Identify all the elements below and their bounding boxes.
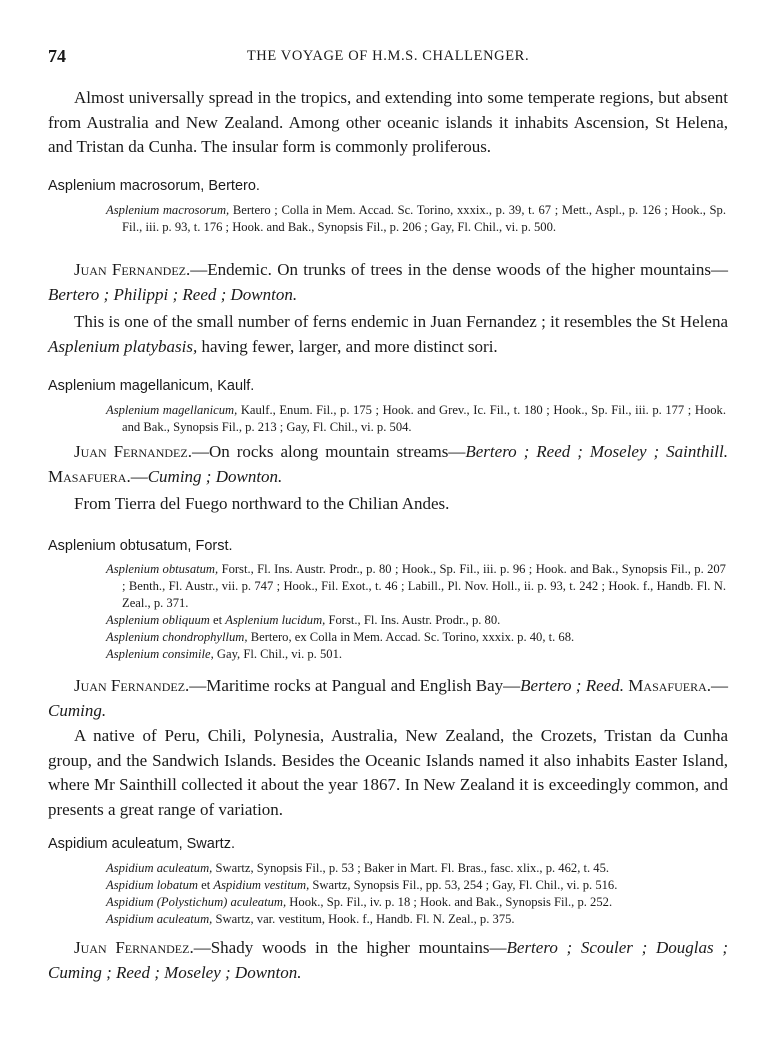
note-text-2: having fewer, larger, and more distinct sori. <box>201 336 498 356</box>
synonym-line <box>106 612 726 629</box>
synonym-conjunction: et <box>198 878 214 892</box>
collectors: Bertero ; Reed ; Moseley ; Sainthill. <box>465 442 728 461</box>
species-author: Forst. <box>195 538 233 554</box>
locality-label-2: Masafuera. <box>628 676 712 695</box>
locality-magellanicum <box>48 440 728 489</box>
synonym-line <box>106 402 726 436</box>
collectors: Bertero ; Philippi ; Reed ; Downton. <box>48 284 298 304</box>
locality-text: —Endemic. On trunks of trees in the dense woods of the higher mountains— <box>190 260 728 279</box>
locality-aculeatum <box>48 936 728 985</box>
locality-dash: — <box>130 466 148 486</box>
intro-paragraph: Almost universally spread in the tropics, and extending into some temperate regions, but absent from Australia and New Zealand. Among other oceanic islands it inhabits Ascension, St Helena, and Tristan da Cunha. The insular form is commonly proliferous. <box>48 88 728 156</box>
page-header <box>48 46 728 70</box>
note-macrosorum <box>48 310 728 359</box>
synonym-name: Aspidium aculeatum, <box>106 861 213 875</box>
synonymy-macrosorum <box>106 202 726 236</box>
synonym-reference: Forst., Fl. Ins. Austr. Prodr., p. 80. <box>328 613 501 627</box>
species-heading-macrosorum <box>48 178 728 194</box>
synonym-reference: Bertero ; Colla in Mem. Accad. Sc. Torino, xxxix., p. 39, t. 67 ; Mett., Aspl., p. 126 ; Hook., Sp. Fil., iii. p. 93, t. 176 ; Hook. and Bak., Synopsis Fil., p. 206 ; Gay, Fl. Chil., vi. p. 500. <box>122 203 726 234</box>
page-number: 74 <box>48 46 66 66</box>
note-text: This is one of the small number of ferns endemic in Juan Fernandez ; it resembles the St Helena <box>74 312 728 331</box>
synonymy-magellanicum <box>106 402 726 436</box>
synonym-name-2: Aspidium vestitum, <box>213 878 310 892</box>
synonym-line <box>106 894 726 911</box>
synonym-conjunction: et <box>209 613 226 627</box>
species-heading-aculeatum <box>48 836 728 852</box>
synonym-name: Asplenium chondrophyllum, <box>106 630 248 644</box>
locality-text: —Shady woods in the higher mountains— <box>193 938 507 957</box>
species-name: Asplenium macrosorum, <box>48 178 205 194</box>
note-species: Asplenium platybasis, <box>48 336 198 356</box>
synonym-line <box>106 202 726 236</box>
collectors: Bertero ; Scouler ; Douglas ; Cuming ; Reed ; Moseley ; Downton. <box>48 938 728 982</box>
species-heading-obtusatum <box>48 538 728 554</box>
synonym-reference: Swartz, Synopsis Fil., p. 53 ; Baker in Mart. Fl. Bras., fasc. xlix., p. 462, t. 45. <box>215 861 610 875</box>
collectors: Bertero ; Reed. <box>520 676 624 695</box>
species-author: Swartz. <box>186 836 235 852</box>
synonym-name: Asplenium obliquum <box>106 613 210 627</box>
synonym-reference: Hook., Sp. Fil., iv. p. 18 ; Hook. and Bak., Synopsis Fil., p. 252. <box>289 895 613 909</box>
locality-label-2: Masafuera. <box>48 466 131 486</box>
locality-label: Juan Fernandez. <box>74 260 191 279</box>
species-author: Bertero. <box>208 178 260 194</box>
synonym-reference: Swartz, var. vestitum, Hook. f., Handb. Fl. N. Zeal., p. 375. <box>215 912 515 926</box>
synonym-line <box>106 646 726 663</box>
locality-macrosorum <box>48 258 728 307</box>
locality-dash: — <box>711 676 729 695</box>
synonym-name: Asplenium consimile, <box>106 647 214 661</box>
synonym-line <box>106 911 726 928</box>
synonym-name: Asplenium macrosorum, <box>106 203 230 217</box>
synonym-name-2: Asplenium lucidum, <box>225 613 326 627</box>
synonym-line <box>106 561 726 612</box>
species-name: Asplenium obtusatum, <box>48 538 192 554</box>
synonym-line <box>106 860 726 877</box>
locality-label: Juan Fernandez. <box>74 938 194 957</box>
synonym-name: Asplenium magellanicum, <box>106 403 238 417</box>
synonym-name: Aspidium aculeatum, <box>106 912 213 926</box>
locality-label: Juan Fernandez. <box>74 442 192 461</box>
locality-obtusatum <box>48 674 728 723</box>
synonym-reference: Swartz, Synopsis Fil., pp. 53, 254 ; Gay, Fl. Chil., vi. p. 516. <box>312 878 618 892</box>
note-magellanicum: From Tierra del Fuego northward to the Chilian Andes. <box>74 494 450 513</box>
note-obtusatum: A native of Peru, Chili, Polynesia, Australia, New Zealand, the Crozets, Tristan da Cunha group, and the Sandwich Islands. Besides the Oceanic Islands named it also inhabits Easter Island, where Mr Sainthill collected it about the year 1867. In New Zealand it is exceedingly common, and presents a great range of variation. <box>48 726 728 819</box>
synonym-name: Aspidium lobatum <box>106 878 199 892</box>
locality-label: Juan Fernandez. <box>74 676 190 695</box>
synonym-line <box>106 877 726 894</box>
synonym-name: Aspidium (Polystichum) aculeatum, <box>106 895 287 909</box>
synonym-reference: Forst., Fl. Ins. Austr. Prodr., p. 80 ; Hook., Sp. Fil., iii. p. 96 ; Hook. and Bak., Synopsis Fil., p. 207 ; Benth., Fl. Austr., vii. p. 747 ; Hook., Fil. Exot., t. 46 ; Labill., Pl. Nov. Holl., ii. p. 93, t. 242 ; Hook. f., Handb. Fl. N. Zeal., p. 371. <box>122 562 726 610</box>
synonym-name: Asplenium obtusatum, <box>106 562 219 576</box>
species-name: Asplenium magellanicum, <box>48 378 214 394</box>
locality-text: —On rocks along mountain streams— <box>191 442 466 461</box>
species-name: Aspidium aculeatum, <box>48 836 183 852</box>
species-heading-magellanicum <box>48 378 728 394</box>
synonym-reference: Kaulf., Enum. Fil., p. 175 ; Hook. and Grev., Ic. Fil., t. 180 ; Hook., Sp. Fil., iii. p. 177 ; Hook. and Bak., Synopsis Fil., p. 213 ; Gay, Fl. Chil., vi. p. 504. <box>122 403 726 434</box>
synonym-reference: Gay, Fl. Chil., vi. p. 501. <box>216 647 343 661</box>
species-author: Kaulf. <box>217 378 255 394</box>
locality-text: —Maritime rocks at Pangual and English Bay— <box>189 676 521 695</box>
collectors-2: Cuming ; Downton. <box>147 466 283 486</box>
collectors-2: Cuming. <box>48 700 107 720</box>
synonymy-obtusatum <box>106 561 726 663</box>
synonym-reference: Bertero, ex Colla in Mem. Accad. Sc. Torino, xxxix. p. 40, t. 68. <box>250 630 575 644</box>
synonymy-aculeatum <box>106 860 726 928</box>
running-title: THE VOYAGE OF H.M.S. CHALLENGER. <box>246 48 530 64</box>
synonym-line <box>106 629 726 646</box>
